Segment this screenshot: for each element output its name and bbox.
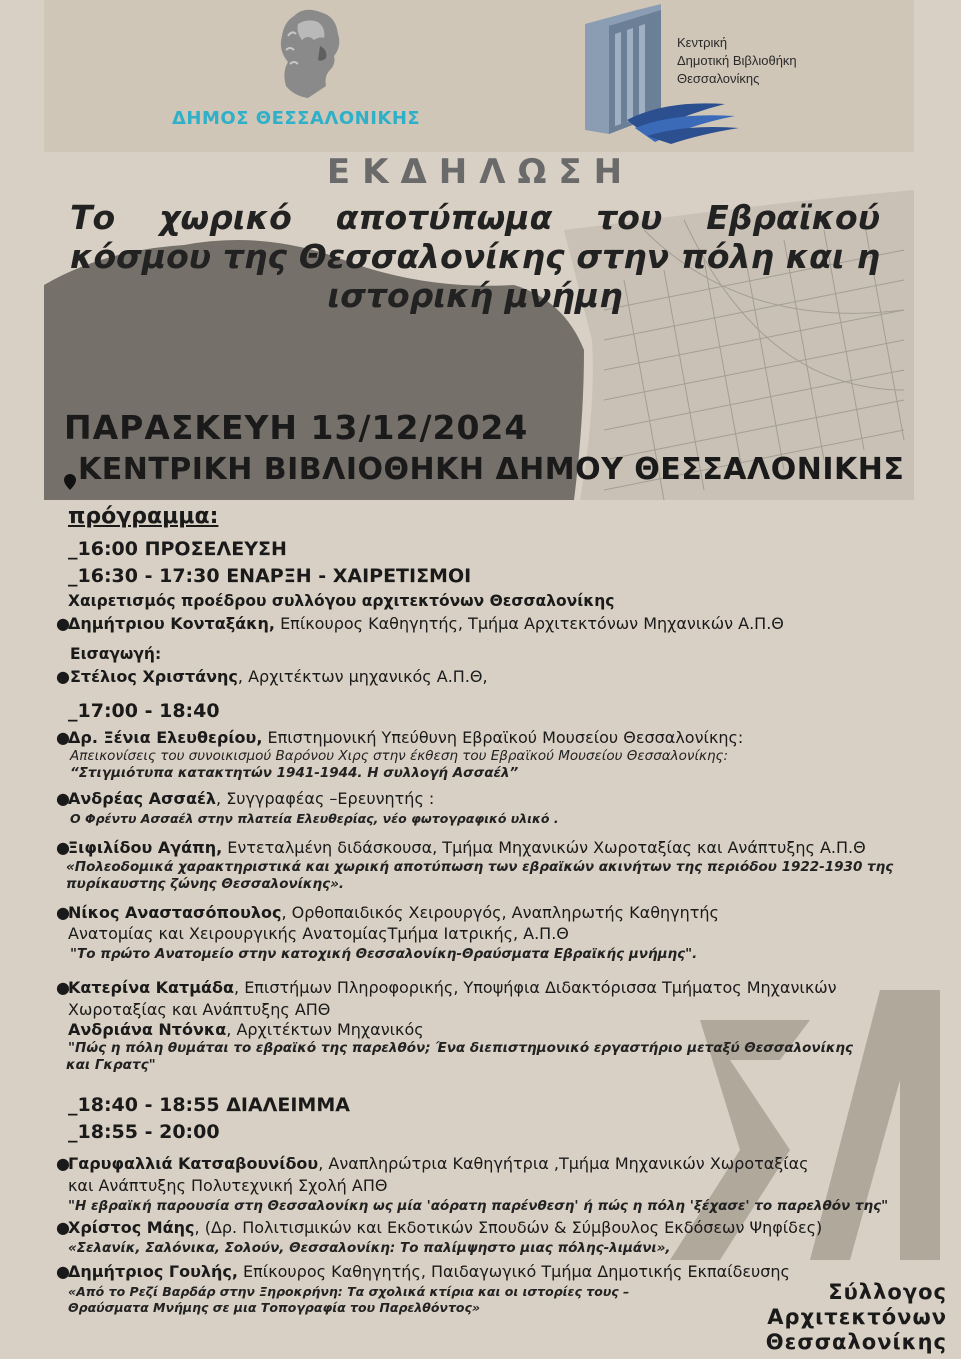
event-title: [70, 198, 880, 315]
speaker-line: Νίκος Αναστασόπουλος, Ορθοπαιδικός Χειρουργός, Αναπληρωτής Καθηγητής: [68, 903, 719, 922]
municipality-name: ΔΗΜΟΣ ΘΕΣΣΑΛΟΝΙΚΗΣ: [172, 108, 421, 129]
bullet-icon: ●: [56, 728, 70, 747]
title-line-3: ιστορική μνήμη: [327, 276, 623, 315]
program-label: πρόγραμμα:: [68, 504, 219, 529]
bullet-icon: ●: [56, 1154, 70, 1173]
event-date: ΠΑΡΑΣΚΕΥΗ 13/12/2024: [64, 408, 529, 447]
speaker-role: Χωροταξίας και Ανάπτυξης ΑΠΘ: [68, 1000, 331, 1019]
bullet-icon: ●: [56, 1262, 70, 1281]
library-name: Κεντρική Δημοτική Βιβλιοθήκη Θεσσαλονίκης: [677, 35, 797, 86]
speaker-line: Δρ. Ξένια Ελευθερίου, Επιστημονική Υπεύθυνη Εβραϊκού Μουσείου Θεσσαλονίκης:: [68, 728, 744, 747]
talk-title: «Σελανίκ, Σαλόνικα, Σολούν, Θεσσαλονίκη: Το παλίμψηστο μιας πόλης-λιμάνι»,: [68, 1240, 671, 1256]
library-logo: [575, 4, 905, 144]
talk-title: "Η εβραϊκή παρουσία στη Θεσσαλονίκη ως μία 'αόρατη παρένθεση' ή πώς η πόλη 'ξέχασε' το παρελθόν της": [68, 1198, 889, 1214]
talk-title: Ο Φρέντυ Ασσαέλ στην πλατεία Ελευθερίας, νέο φωτογραφικό υλικό .: [70, 811, 559, 826]
talk-title: και Γκρατς": [66, 1057, 156, 1073]
bullet-icon: ●: [56, 903, 70, 922]
talk-title: πυρίκαυστης ζώνης Θεσσαλονίκης».: [66, 876, 345, 892]
speaker-line: Γαρυφαλλιά Κατσαβουνίδου, Αναπληρώτρια Καθηγήτρια ,Τμήμα Μηχανικών Χωροταξίας: [68, 1154, 809, 1173]
speaker-line: Δημήτριος Γουλής, Επίκουρος Καθηγητής, Παιδαγωγικό Τμήμα Δημοτικής Εκπαίδευσης: [68, 1262, 790, 1281]
alexander-bust-icon: [264, 6, 354, 102]
speaker-line: Κατερίνα Κατμάδα, Επιστήμων Πληροφορικής, Υποψήφια Διδακτόρισσα Τμήματος Μηχανικών: [68, 978, 837, 997]
speaker-line: Δημήτριου Κονταξάκη, Επίκουρος Καθηγητής, Τμήμα Αρχιτεκτόνων Μηχανικών Α.Π.Θ: [68, 614, 784, 633]
talk-title: Απεικονίσεις του συνοικισμού Βαρόνου Χιρς στην έκθεση του Εβραϊκού Μουσείου Θεσσαλονίκης:: [70, 748, 728, 764]
location-pin-icon: [64, 463, 76, 479]
speaker-line: Στέλιος Χριστάνης, Αρχιτέκτων μηχανικός Α.Π.Θ,: [70, 667, 488, 686]
bullet-icon: ●: [56, 978, 70, 997]
association-name: Σύλλογος Αρχιτεκτόνων Θεσσαλονίκης: [765, 1280, 947, 1354]
talk-title: Θραύσματα Μνήμης σε μια Τοπογραφία του Παρελθόντος»: [68, 1300, 481, 1315]
title-line-2: κόσμου της Θεσσαλονίκης στην πόλη και η: [70, 237, 880, 276]
slot-arrival: _16:00 ΠΡΟΣΕΛΕΥΣΗ: [68, 538, 287, 560]
event-label: ΕΚΔΗΛΩΣΗ: [326, 152, 635, 192]
talk-title: «Από το Ρεζί Βαρδάρ στην Ξηροκρήνη: Τα σχολικά κτίρια και οι ιστορίες τους –: [68, 1284, 630, 1299]
bullet-icon: ●: [56, 614, 70, 633]
intro-heading: Εισαγωγή:: [70, 645, 162, 663]
speaker-role: Ανατομίας και Χειρουργικής ΑνατομίαςΤμήμα Ιατρικής, Α.Π.Θ: [68, 924, 569, 943]
speaker-role: και Ανάπτυξης Πολυτεχνική Σχολή ΑΠΘ: [68, 1176, 388, 1195]
speaker-line: Χρίστος Μάης, (Δρ. Πολιτισμικών και Εκδοτικών Σπουδών & Σύμβουλος Εκδόσεων Ψηφίδες): [68, 1218, 823, 1237]
talk-title: "Πώς η πόλη θυμάται το εβραϊκό της παρελθόν; Ένα διεπιστημονικό εργαστήριο μεταξύ Θεσσαλονίκης: [68, 1040, 854, 1056]
talk-title: “Στιγμιότυπα κατακτητών 1941-1944. Η συλλογή Ασσαέλ”: [70, 765, 519, 781]
greeting-heading: Χαιρετισμός προέδρου συλλόγου αρχιτεκτόνων Θεσσαλονίκης: [68, 592, 615, 610]
slot-break: _18:40 - 18:55 ΔΙΑΛΕΙΜΜΑ: [68, 1094, 350, 1116]
speaker-line: Ανδρέας Ασσαέλ, Συγγραφέας –Ερευνητής :: [68, 789, 435, 808]
slot-session-2: _18:55 - 20:00: [68, 1121, 220, 1143]
bullet-icon: ●: [56, 789, 70, 808]
slot-session-1: _17:00 - 18:40: [68, 700, 220, 722]
municipality-logo: [160, 4, 460, 134]
bullet-icon: ●: [56, 667, 70, 686]
speaker-line: Ανδριάνα Ντόνκα, Αρχιτέκτων Μηχανικός: [68, 1020, 424, 1039]
talk-title: "Το πρώτο Ανατομείο στην κατοχική Θεσσαλονίκη-Θραύσματα Εβραϊκής μνήμης".: [70, 946, 698, 962]
bullet-icon: ●: [56, 1218, 70, 1237]
talk-title: «Πολεοδομικά χαρακτηριστικά και χωρική αποτύπωση των εβραϊκών ακινήτων της περιόδου 1922-1930 της: [66, 859, 894, 875]
event-venue: ΚΕΝΤΡΙΚΗ ΒΙΒΛΙΟΘΗΚΗ ΔΗΜΟΥ ΘΕΣΣΑΛΟΝΙΚΗΣ: [64, 452, 904, 487]
slot-opening: _16:30 - 17:30 ΕΝΑΡΞΗ - ΧΑΙΡΕΤΙΣΜΟΙ: [68, 565, 472, 587]
bullet-icon: ●: [56, 838, 70, 857]
speaker-line: Ξιφιλίδου Αγάπη, Εντεταλμένη διδάσκουσα, Τμήμα Μηχανικών Χωροταξίας και Ανάπτυξης Α.Π.Θ: [68, 838, 866, 857]
title-line-1: Το χωρικό αποτύπωμα του Εβραϊκού: [70, 198, 880, 237]
